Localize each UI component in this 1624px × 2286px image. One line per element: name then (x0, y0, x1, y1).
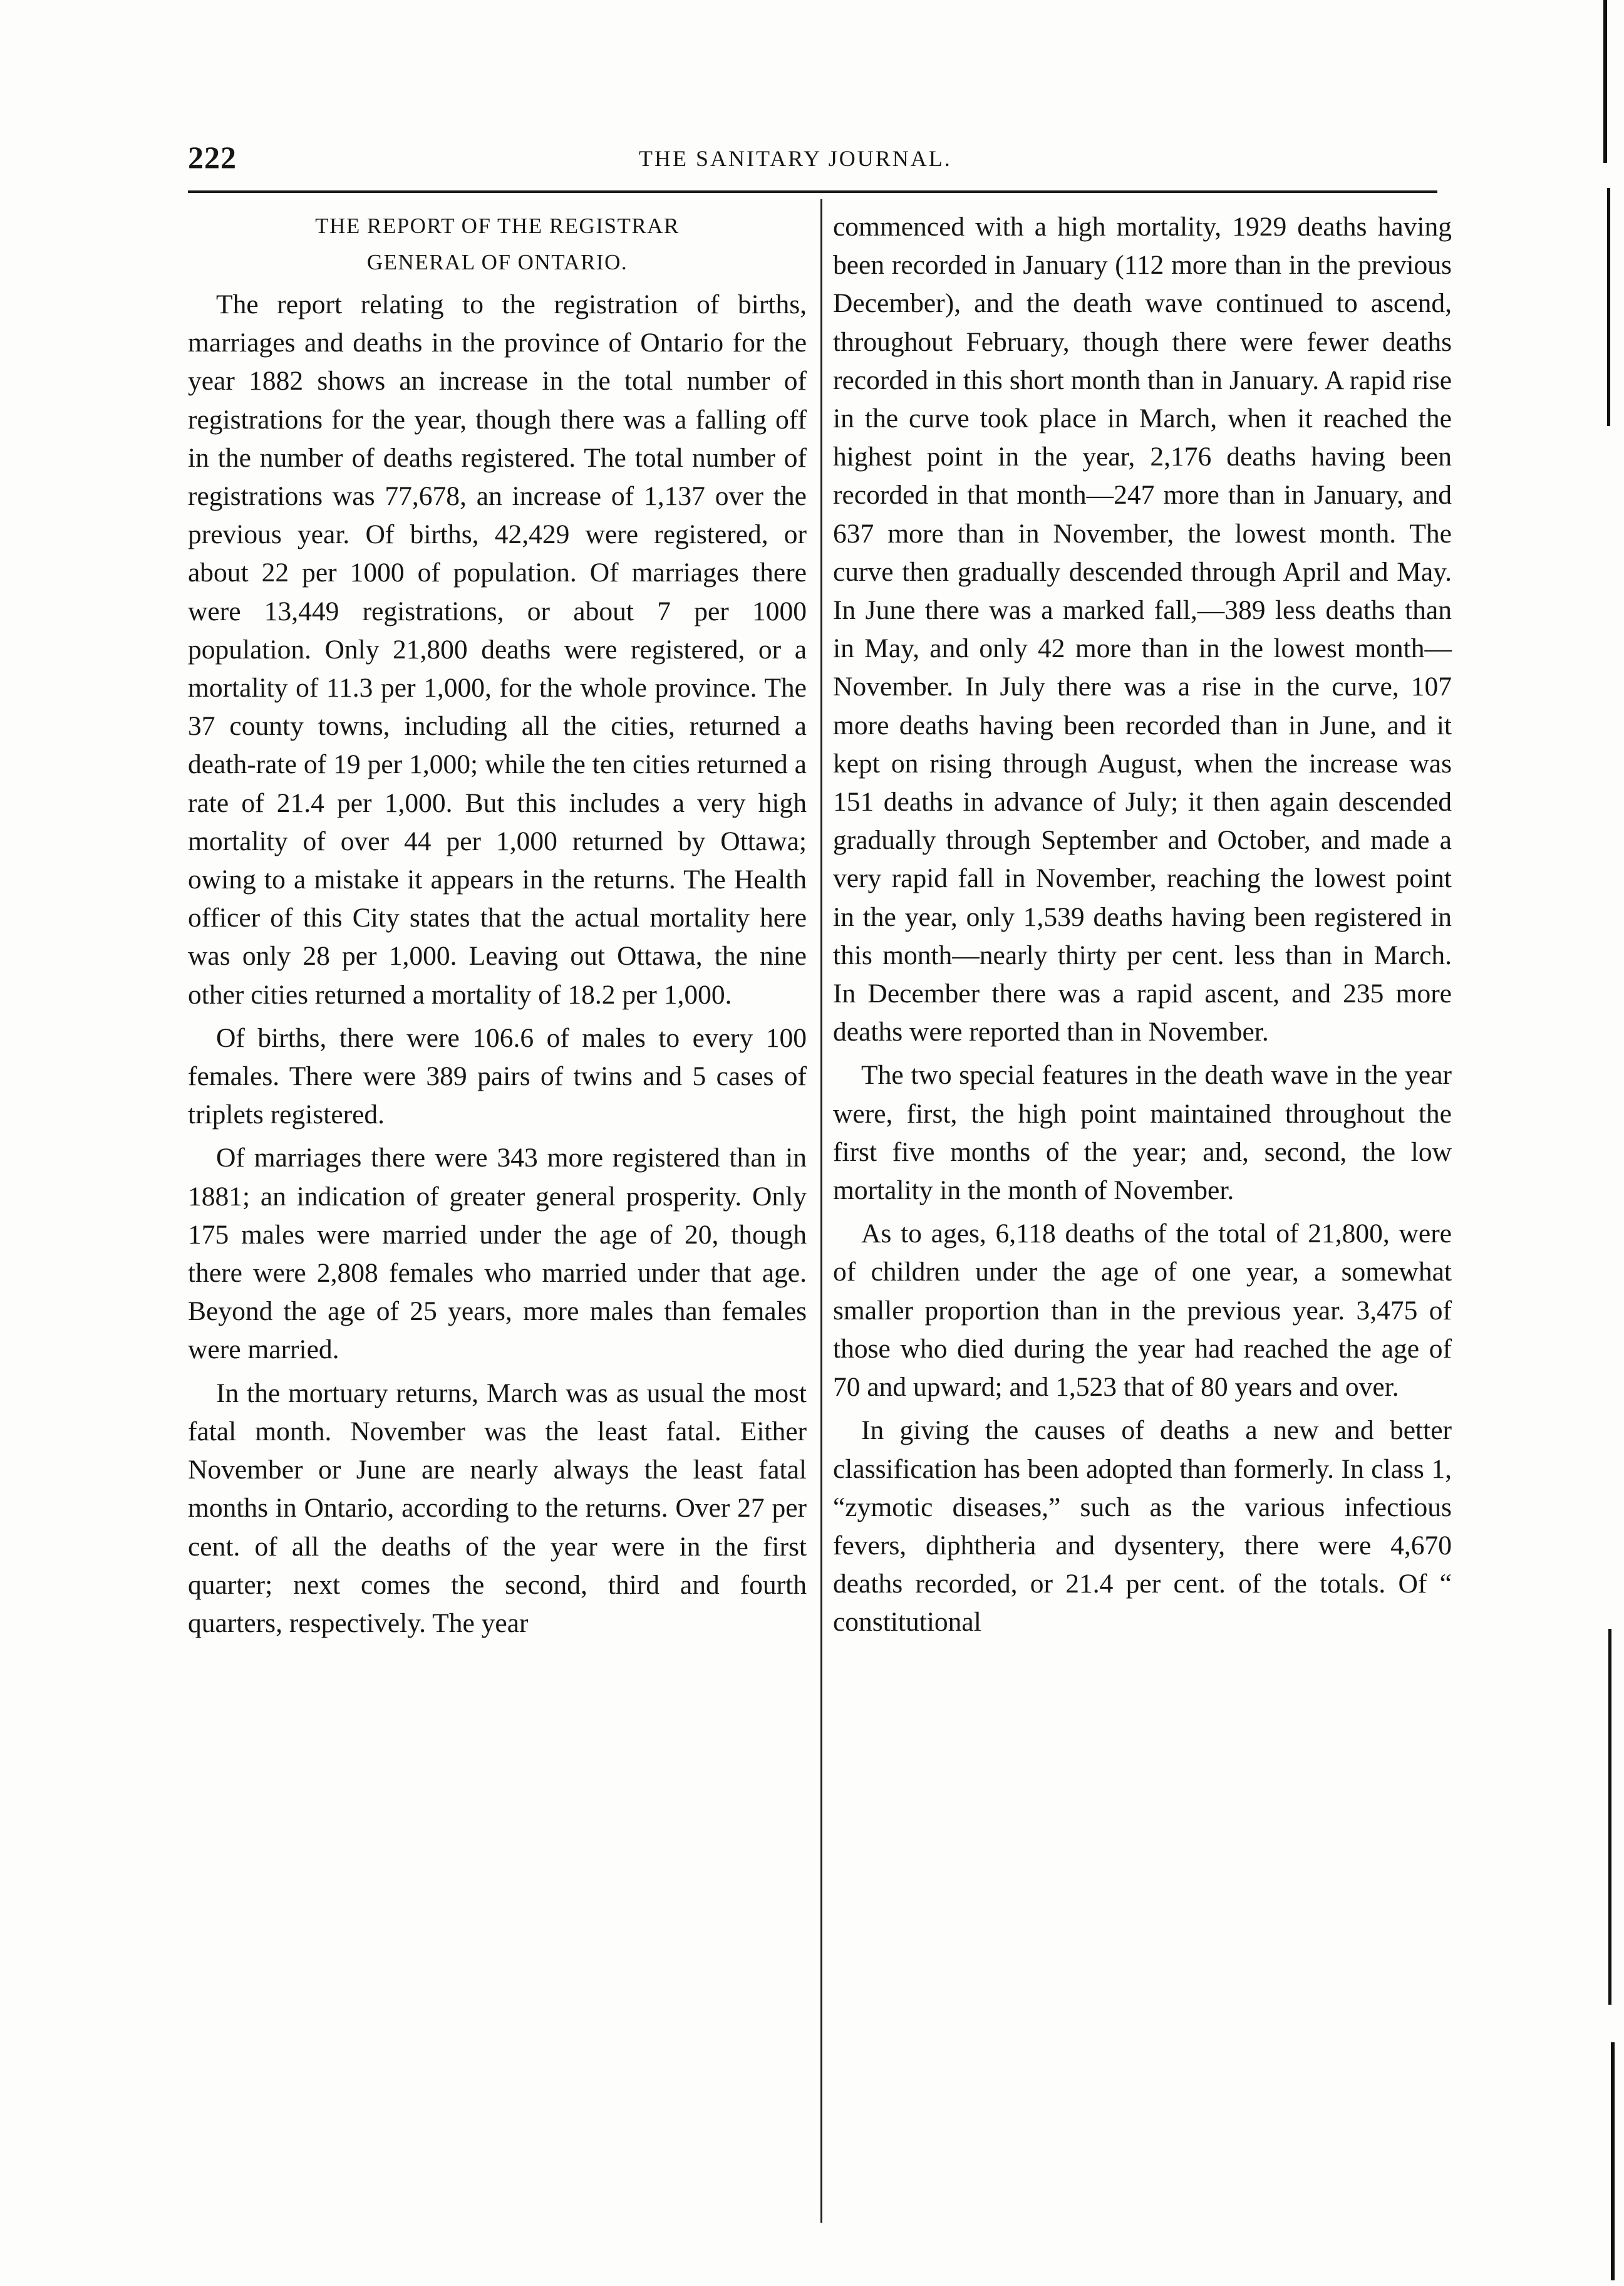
scan-edge-mark (1608, 1629, 1611, 2005)
paragraph-registration-summary: The report relating to the registration of births, marriages and deaths in the province of Ontario for the year 1882 shows an increase in the total number of registrations for the year, though there was a falling off in the number of deaths registered. The total number of registrations was 77,678, an increase of 1,137 over the previous year. Of births, 42,429 were registered, or about 22 per 1000 of population. Of marriages there were 13,449 registrations, or about 7 per 1000 population. Only 21,800 deaths were registered, or a mortality of 11.3 per 1,000, for the whole province. The 37 county towns, including all the cities, returned a death-rate of 19 per 1,000; while the ten cities returned a rate of 21.4 per 1,000. But this includes a very high mortality of over 44 per 1,000 returned by Ottawa; owing to a mistake it appears in the returns. The Health officer of this City states that the actual mortality here was only 28 per 1,000. Leaving out Ottawa, the nine other cities returned a mortality of 18.2 per 1,000. (188, 289, 807, 1010)
right-column (833, 208, 1452, 1647)
scan-edge-mark (1607, 188, 1610, 426)
article-title-line-2: GENERAL OF ONTARIO. (366, 250, 628, 274)
article-title (188, 208, 807, 281)
left-column (188, 208, 807, 1648)
paragraph-mortuary-returns: In the mortuary returns, March was as usual the most fatal month. November was the least fatal. Either November or June are nearly always the least fatal months in Ontario, according to the returns. Over 27 per cent. of all the deaths of the year were in the first quarter; next comes the second, third and fourth quarters, respectively. The year (188, 1378, 807, 1638)
column-divider (820, 199, 822, 2223)
article-title-line-1: THE REPORT OF THE REGISTRAR (315, 214, 680, 238)
paragraph-marriages: Of marriages there were 343 more registered than in 1881; an indication of greater general prosperity. Only 175 males were married under the age of 20, though there were 2,808 females who married under that age. Beyond the age of 25 years, more males than females were married. (188, 1143, 807, 1365)
paragraph-special-features: The two special features in the death wave in the year were, first, the high point maintained throughout the first five months of the year; and, second, the low mortality in the month of November. (833, 1060, 1452, 1206)
header-rule (188, 190, 1437, 193)
paragraph-births: Of births, there were 106.6 of males to every 100 females. There were 389 pairs of twins and 5 cases of triplets registered. (188, 1022, 807, 1130)
paragraph-causes-of-death: In giving the causes of deaths a new and better classification has been adopted than formerly. In class 1, “zymotic diseases,” such as the various infectious fevers, diphtheria and dysentery, there were 4,670 deaths recorded, or 21.4 per cent. of the totals. Of “ constitutional (833, 1415, 1452, 1638)
paragraph-monthly-mortality: commenced with a high mortality, 1929 deaths having been recorded in January (112 more than in the previous December), and the death wave continued to ascend, throughout February, though there were fewer deaths recorded in this short month than in January. A rapid rise in the curve took place in March, when it reached the highest point in the year, 2,176 deaths having been recorded in that month—247 more than in January, and 637 more than in November, the lowest month. The curve then gradually descended through April and May. In June there was a marked fall,—389 less deaths than in May, and only 42 more than in the lowest month—November. In July there was a rise in the curve, 107 more deaths having been recorded than in June, and it kept on rising through August, when the increase was 151 deaths in advance of July; it then again descended gradually through September and October, and made a very rapid fall in November, reaching the lowest point in the year, only 1,539 deaths having been registered in this month—nearly thirty per cent. less than in March. In December there was a rapid ascent, and 235 more deaths were reported than in November. (833, 212, 1452, 1047)
paragraph-ages: As to ages, 6,118 deaths of the total of 21,800, were of children under the age of one year, a somewhat smaller proportion than in the previous year. 3,475 of those who died during the year had reached the age of 70 and upward; and 1,523 that of 80 years and over. (833, 1218, 1452, 1403)
scan-edge-mark (1603, 0, 1607, 163)
scan-edge-mark (1611, 2042, 1615, 2280)
page-number: 222 (188, 140, 237, 175)
page-header (188, 139, 1434, 183)
journal-title: THE SANITARY JOURNAL. (639, 146, 952, 171)
